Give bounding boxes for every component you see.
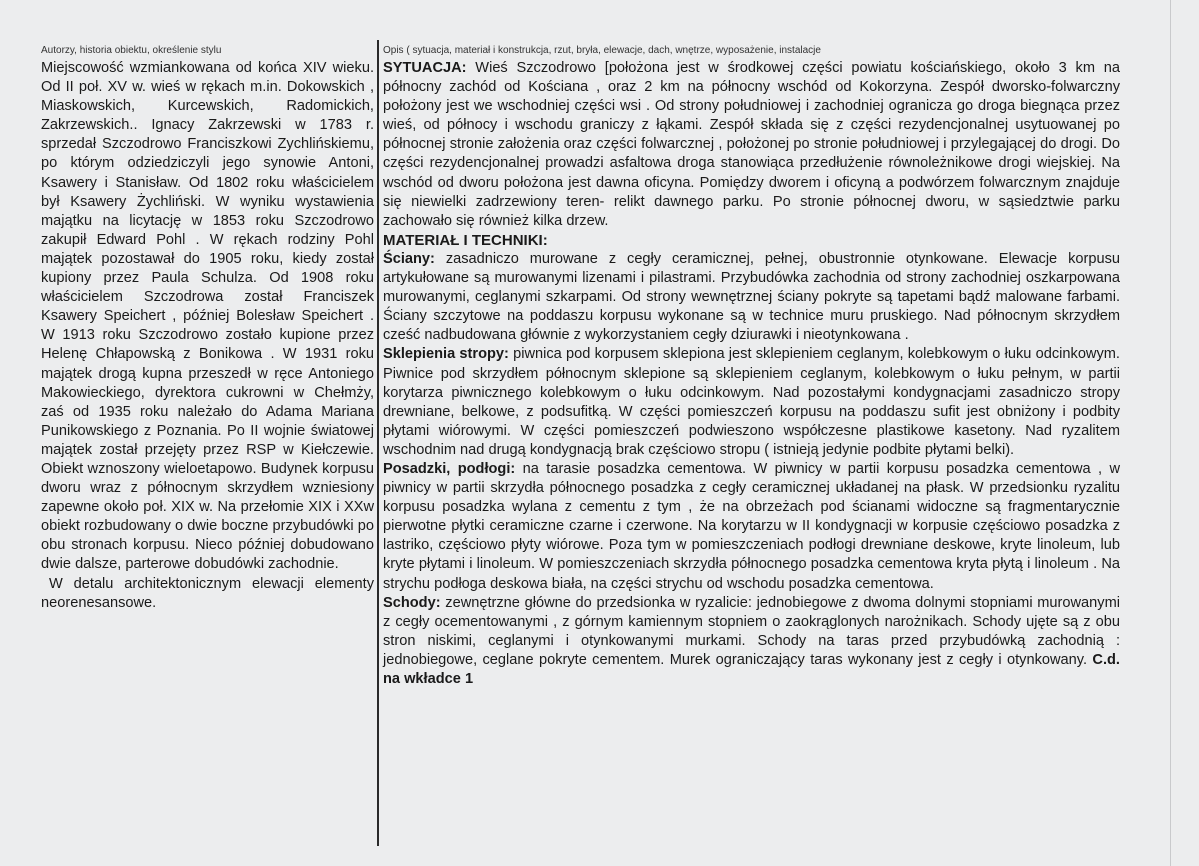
sytuacja-paragraph bbox=[383, 59, 1120, 231]
schody-label: Schody: bbox=[383, 594, 441, 611]
material-heading: MATERIAŁ I TECHNIKI: bbox=[383, 231, 548, 249]
left-column bbox=[41, 44, 374, 613]
right-column-header: Opis ( sytuacja, materiał i konstrukcja, rzut, bryła, elewacje, dach, wnętrze, wyposażenie, instalacje bbox=[383, 45, 821, 56]
page-number: 1 bbox=[464, 671, 474, 687]
sklepienia-label: Sklepienia stropy: bbox=[383, 346, 509, 363]
schody-text: zewnętrzne główne do przedsionka w ryzalicie: jednobiegowe z dwoma dolnymi stopniami murowanymi z cegły ocementowanymi , z górnym kamiennym stopniem o zaokrąglonych narożnikach. Schody ujęte są z obu stron niskimi, ceglanymi i otynkowanymi murkami. Schody na taras przed przybudówką zachodnią : jednobiegowe, ceglane pokryte cementem. Murek ograniczający taras wykonany jest z cegły i otynkowany. bbox=[383, 594, 1120, 668]
sciany-text: zasadniczo murowane z cegły ceramicznej, pełnej, obustronnie otynkowane. Elewacje korpusu artykułowane są murowanymi lizenami i pilastrami. Przybudówka zachodnia od strony zachodniej oszkarpowana murowanymi, ceglanymi szkarpami. Od strony wewnętrznej ściany pokryte są tapetami bądź malowane farbami. Ściany szczytowe na poddaszu korpusu wykonane są w technice muru pruskiego. Nad północnym skrzydłem cześć nadbudowana głównie z wykorzystaniem cegły dziurawki i nieotynkowana . bbox=[383, 250, 1121, 344]
sklepienia-text: piwnica pod korpusem sklepiona jest sklepieniem ceglanym, kolebkowym o łuku odcinkowym. Piwnice pod skrzydłem północnym sklepione są sklepieniem ceglanym, kolebkowym o łuku pełnym, w partii korytarza piwnicznego kolebkowym o łuku odcinkowym. Nad pozostałymi kondygnacjami zasadniczo stropy drewniane, belkowe, z podsufitką. W części pomieszczeń korpusu na poddaszu sufit jest obniżony i podbity płytami wiórowymi. W części pomieszczeń podwieszono współczesne plastikowe kasetony. Nad ryzalitem wschodnim nad drugą kondygnacją brak częściowo stropu ( istnieją jedynie podbite płytami belki). bbox=[383, 346, 1120, 458]
posadzki-paragraph bbox=[383, 460, 1120, 594]
sytuacja-label: SYTUACJA: bbox=[383, 60, 467, 76]
posadzki-text: na tarasie posadzka cementowa. W piwnicy w partii korpusu posadzka cementowa , w piwnicy w partii skrzydła północnego posadzka z cegły ceramicznej układanej na płask. W przedsionku ryzalitu korpusu posadzka wylana z cementu z tym , że na obrzeżach pod ścianami widoczne są fragmentarycznie pierwotne płytki ceramiczne czarne i czerwone. Na korytarzu w II kondygnacji w korpusie częściowo posadzka z lastriko, częściowo płyty wiórowe. Poza tym w pomieszczeniach podłogi drewniane deskowe, kryte linoleum, lub kryte płytami i linoleum. W pomieszczeniach skrzydła północnego posadzka cementowa kryta płytą i linoleum . Na strychu podłoga deskowa biała, na części strychu od wschodu posadzka cementowa. bbox=[383, 460, 1120, 592]
sklepienia-paragraph bbox=[383, 345, 1120, 460]
sytuacja-text: Wieś Szczodrowo [położona jest w środkowej części powiatu kościańskiego, około 3 km na północny zachód od Kościana , oraz 2 km na północny wschód od Kokorzyna. Zespół dworsko-folwarczny położony jest we wschodniej części wsi . Od strony południowej i zachodniej ogranicza go droga biegnąca przez wieś, od północy i wschodu graniczy z łąkami. Zespół składa się z części rezydencjonalnej usytuowanej po północnej stronie założenia oraz części folwarcznej , położonej po stronie południowej i przylegającej do drogi. Do części rezydencjonalnej prowadzi asfaltowa droga stanowiąca przedłużenie równoleżnikowe drogi wiejskiej. Na wschód od dworu położona jest dawna oficyna. Pomiędzy dworem i oficyną a podwórzem folwarcznym znajduje się niewielki zadrzewiony teren- relikt dawnego parku. Po stronie północnej dworu, w sąsiedztwie parku zachowało się również kilka drzew. bbox=[383, 60, 1120, 229]
description-body bbox=[383, 59, 1120, 689]
page-edge bbox=[1170, 0, 1171, 866]
posadzki-label: Posadzki, podłogi: bbox=[383, 460, 516, 477]
sciany-label: Ściany: bbox=[383, 250, 435, 267]
column-divider bbox=[377, 40, 379, 846]
schody-paragraph bbox=[383, 594, 1120, 689]
left-column-header: Autorzy, historia obiektu, określenie stylu bbox=[41, 45, 222, 56]
sciany-paragraph bbox=[383, 250, 1120, 345]
history-text: Miejscowość wzmiankowana od końca XIV wieku. Od II poł. XV w. wieś w rękach m.in. Dokowskich , Miaskowskich, Kurcewskich, Radomickich, Zakrzewskich.. Ignacy Zakrzewski w 1783 r. sprzedał Szczodrowo Franciszkowi Zychlińskiemu, po którym odziedziczyli jego synowie Antoni, Ksawery i Stanisław. Od 1802 roku właścicielem był Ksawery Żychliński. W wyniku wystawienia majątku na licytację w 1853 roku Szczodrowo zakupił Edward Pohl . W rękach rodziny Pohl majątek pozostawał do 1905 roku, kiedy został kupiony przez Paula Schulza. Od 1908 roku właścicielem Szczodrowa został Franciszek Ksawery Speichert , później Bolesław Speichert . W 1913 roku Szczodrowo zostało kupione przez Helenę Chłapowską z Bonikowa . W 1931 roku majątek drogą kupna przeszedł w ręce Antoniego Makowieckiego, dyrektora cukrowni w Chełmży, zaś od 1935 roku należało do Adama Mariana Punikowskiego z Poznania. Po II wojnie światowej majątek został przejęty przez RSP w Kiełczewie. Obiekt wznoszony wieloetapowo. Budynek korpusu dworu wraz z północnym skrzydłem wzniesiony zapewne około poł. XIX w. Na przełomie XIX i XXw obiekt rozbudowany o dwie boczne przybudówki po obu stronach korpusu. Nieco później dobudowano dwie dalsze, parterowe dobudówki zachodnie. bbox=[41, 60, 374, 573]
style-text: W detalu architektonicznym elewacji elementy neorenesansowe. bbox=[41, 575, 374, 611]
continued-note: C.d. na wkładce bbox=[383, 651, 1120, 687]
right-column bbox=[383, 44, 1120, 689]
